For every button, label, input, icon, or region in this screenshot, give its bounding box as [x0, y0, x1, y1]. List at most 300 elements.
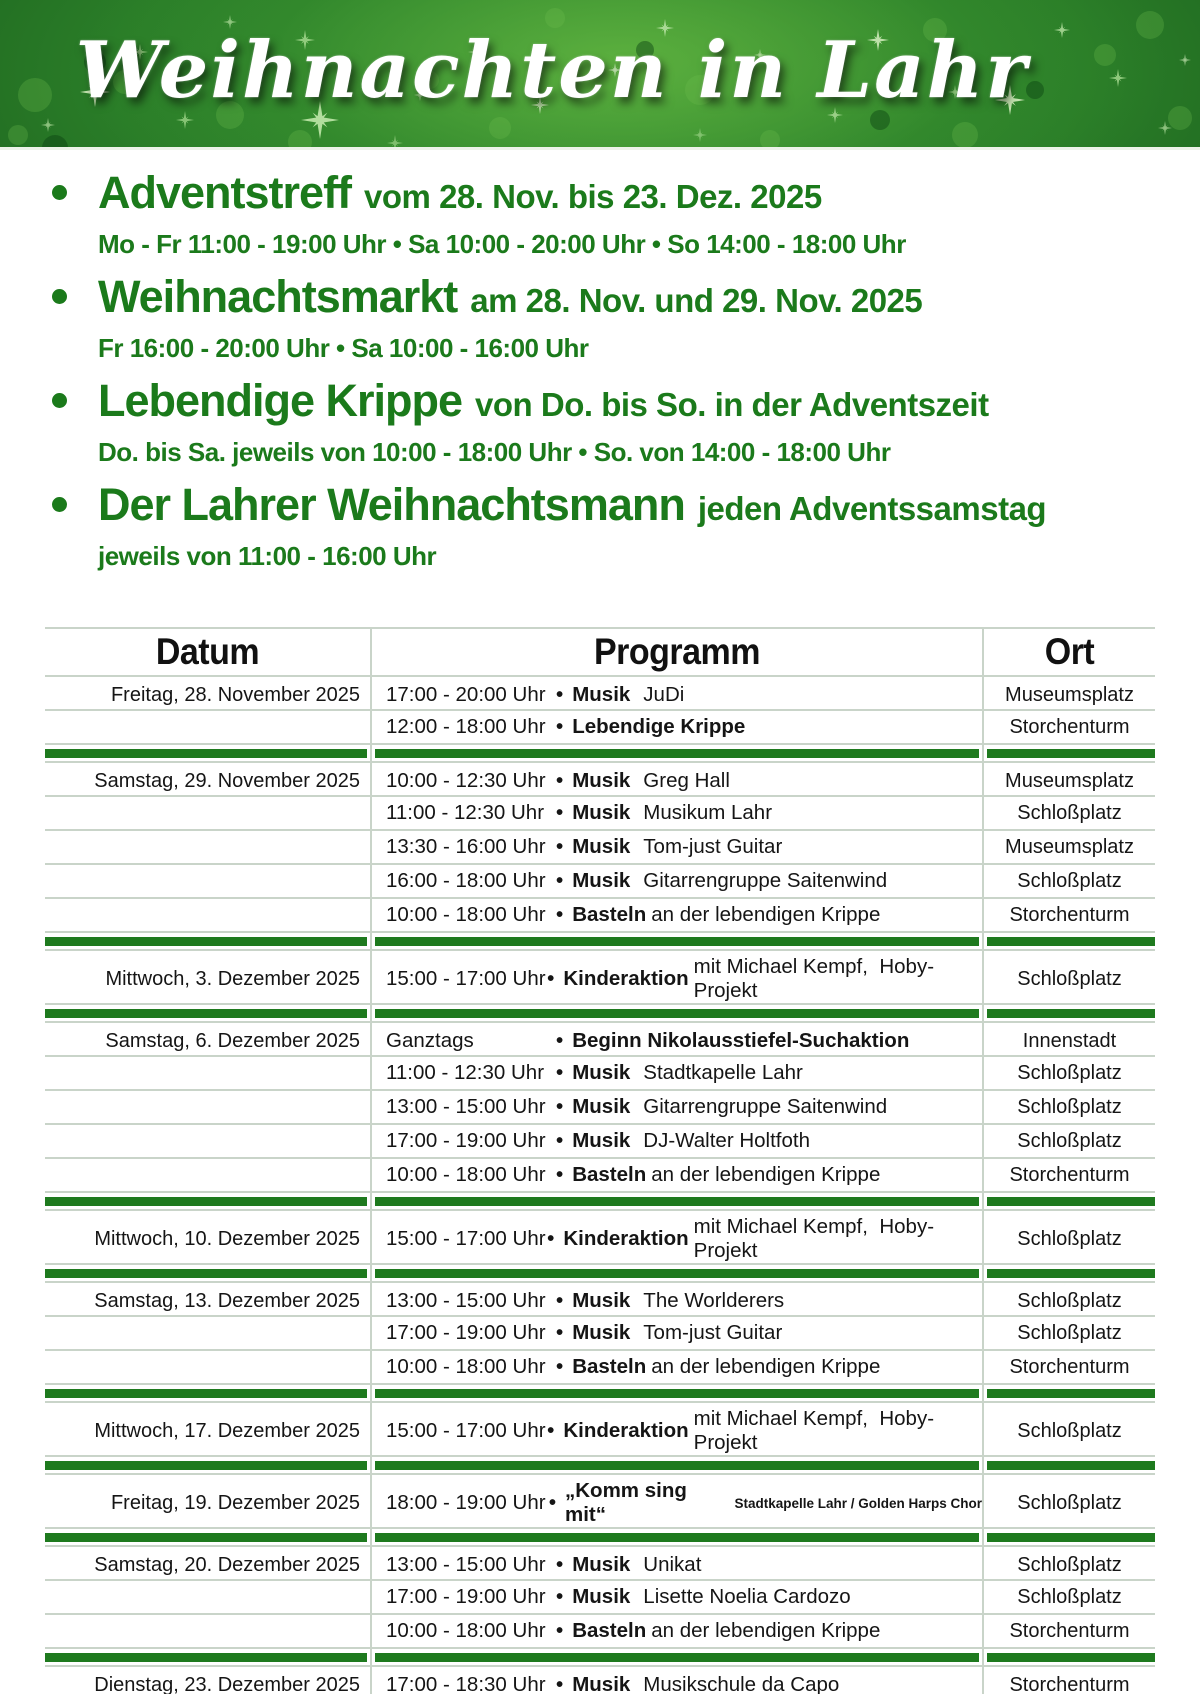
bullet-icon: •: [556, 1129, 564, 1152]
schedule-group: [45, 1403, 1155, 1457]
date-cell: [45, 1351, 370, 1383]
program-detail: JuDi: [643, 683, 685, 706]
location-cell: [982, 1581, 1155, 1613]
date-cell: [45, 951, 370, 1003]
program-label: Beginn Nikolausstiefel-Suchaktion: [572, 1029, 910, 1052]
bullet-icon: •: [556, 715, 564, 738]
program-label: Musik: [572, 835, 631, 858]
bullet-icon: •: [556, 1321, 564, 1344]
program-detail-small: Stadtkapelle Lahr / Golden Harps Chor: [734, 1495, 982, 1511]
table-row: [45, 1283, 1155, 1317]
group-divider-segment: [45, 1649, 370, 1667]
program-cell: [370, 1475, 982, 1527]
group-divider-segment: [982, 1005, 1155, 1023]
event-time: 16:00 - 18:00 Uhr: [386, 869, 546, 892]
program-label: Musik: [572, 1585, 631, 1608]
bullet-icon: •: [556, 1029, 564, 1052]
program-label: Musik: [572, 1095, 631, 1118]
location-cell: [982, 1667, 1155, 1694]
group-divider-segment: [370, 1649, 982, 1667]
program-cell: [370, 899, 982, 931]
date-cell: [45, 1125, 370, 1157]
date-cell: [45, 763, 370, 795]
program-detail: an der lebendigen Krippe: [651, 1163, 881, 1186]
event-time: 15:00 - 17:00 Uhr: [386, 1227, 546, 1250]
schedule-group: [45, 1667, 1155, 1694]
table-row: [45, 797, 1155, 831]
group-divider: [45, 1193, 1155, 1211]
date-cell: [45, 1667, 370, 1694]
event-item: [50, 168, 1160, 259]
schedule-body: [45, 677, 1155, 1694]
group-divider-segment: [370, 933, 982, 951]
program-detail: Musikschule da Capo: [643, 1673, 840, 1694]
program-label: Musik: [572, 869, 631, 892]
location-cell: [982, 899, 1155, 931]
location-label: Schloßplatz: [1017, 1419, 1122, 1442]
date-cell: [45, 1091, 370, 1123]
event-time: 17:00 - 20:00 Uhr: [386, 683, 546, 706]
table-row: [45, 677, 1155, 711]
location-label: Museumsplatz: [1005, 683, 1134, 706]
location-cell: [982, 1283, 1155, 1315]
group-divider-segment: [45, 933, 370, 951]
group-divider-segment: [982, 745, 1155, 763]
table-row: [45, 1667, 1155, 1694]
col-header-programm: Programm: [370, 629, 982, 675]
event-time: 12:00 - 18:00 Uhr: [386, 715, 546, 738]
program-detail: an der lebendigen Krippe: [651, 903, 881, 926]
program-label: „Komm sing mit“: [565, 1479, 687, 1526]
program-label: Basteln: [572, 1355, 647, 1378]
program-label: Musik: [572, 1673, 631, 1694]
program-cell: [370, 1283, 982, 1315]
location-cell: [982, 831, 1155, 863]
date-cell: [45, 1581, 370, 1613]
bullet-dot-icon: [52, 497, 67, 512]
date-label: Samstag, 6. Dezember 2025: [105, 1029, 360, 1052]
bullet-icon: •: [556, 769, 564, 792]
program-detail: Tom-just Guitar: [643, 1321, 783, 1344]
event-title: Weihnachtsmarkt: [98, 271, 458, 322]
bullet-icon: •: [556, 835, 564, 858]
location-cell: [982, 865, 1155, 897]
table-row: [45, 1581, 1155, 1615]
green-bar: [987, 1461, 1155, 1470]
program-cell: [370, 1125, 982, 1157]
table-row: [45, 763, 1155, 797]
program-label: Musik: [572, 769, 631, 792]
location-label: Storchenturm: [1009, 903, 1130, 926]
event-times: Mo - Fr 11:00 - 19:00 Uhr • Sa 10:00 - 20:00 Uhr • So 14:00 - 18:00 Uhr: [98, 229, 906, 259]
table-row: [45, 1211, 1155, 1265]
green-bar: [987, 1653, 1155, 1662]
program-cell: [370, 1091, 982, 1123]
bullet-icon: •: [556, 683, 564, 706]
event-subtitle: von Do. bis So. in der Adventszeit: [475, 386, 989, 423]
green-bar: [375, 1653, 979, 1662]
date-cell: [45, 677, 370, 709]
event-subtitle: jeden Adventssamstag: [697, 490, 1047, 527]
group-divider: [45, 1457, 1155, 1475]
green-bar: [987, 1009, 1155, 1018]
bullet-dot-icon: [52, 185, 67, 200]
group-divider-segment: [370, 1193, 982, 1211]
group-divider-segment: [982, 1457, 1155, 1475]
date-label: Mittwoch, 10. Dezember 2025: [94, 1227, 360, 1250]
location-cell: [982, 1125, 1155, 1157]
group-divider-segment: [370, 1385, 982, 1403]
program-detail: mit Michael Kempf, Hoby-Projekt: [693, 1407, 935, 1454]
banner: [0, 0, 1200, 150]
table-row: [45, 1091, 1155, 1125]
program-detail: mit Michael Kempf, Hoby-Projekt: [693, 1215, 935, 1262]
program-detail: Stadtkapelle Lahr: [643, 1061, 803, 1084]
program-detail: an der lebendigen Krippe: [651, 1619, 881, 1642]
date-label: Mittwoch, 3. Dezember 2025: [105, 967, 360, 990]
program-detail: an der lebendigen Krippe: [651, 1355, 881, 1378]
green-bar: [375, 1533, 979, 1542]
bullet-icon: •: [556, 1553, 564, 1576]
program-label: Musik: [572, 1553, 631, 1576]
location-cell: [982, 1211, 1155, 1263]
table-row: [45, 1615, 1155, 1649]
schedule-group: [45, 763, 1155, 933]
green-bar: [45, 1533, 367, 1542]
group-divider: [45, 933, 1155, 951]
date-cell: [45, 1615, 370, 1647]
green-bar: [987, 1269, 1155, 1278]
location-label: Storchenturm: [1009, 1673, 1130, 1694]
event-time: 11:00 - 12:30 Uhr: [386, 1061, 545, 1084]
group-divider-segment: [982, 933, 1155, 951]
group-divider-segment: [370, 745, 982, 763]
group-divider: [45, 1529, 1155, 1547]
location-label: Museumsplatz: [1005, 835, 1134, 858]
location-label: Schloßplatz: [1017, 801, 1122, 824]
group-divider: [45, 745, 1155, 763]
green-bar: [987, 749, 1155, 758]
program-detail: Musikum Lahr: [643, 801, 773, 824]
table-row: [45, 865, 1155, 899]
location-label: Schloßplatz: [1017, 869, 1122, 892]
green-bar: [375, 1461, 979, 1470]
location-cell: [982, 1317, 1155, 1349]
program-cell: [370, 1317, 982, 1349]
location-label: Storchenturm: [1009, 1355, 1130, 1378]
program-detail: Lisette Noelia Cardozo: [643, 1585, 851, 1608]
green-bar: [45, 1269, 367, 1278]
event-times: Do. bis Sa. jeweils von 10:00 - 18:00 Uhr • So. von 14:00 - 18:00 Uhr: [98, 437, 891, 467]
location-cell: [982, 1159, 1155, 1191]
event-time: Ganztags: [386, 1029, 474, 1052]
program-label: Basteln: [572, 1619, 647, 1642]
event-time: 10:00 - 12:30 Uhr: [386, 769, 546, 792]
group-divider: [45, 1649, 1155, 1667]
group-divider-segment: [45, 1005, 370, 1023]
location-cell: [982, 1475, 1155, 1527]
schedule-group: [45, 1475, 1155, 1529]
program-cell: [370, 797, 982, 829]
event-title: Adventstreff: [98, 167, 352, 218]
location-label: Museumsplatz: [1005, 769, 1134, 792]
location-cell: [982, 763, 1155, 795]
event-time: 10:00 - 18:00 Uhr: [386, 1163, 546, 1186]
event-time: 17:00 - 19:00 Uhr: [386, 1585, 546, 1608]
event-time: 11:00 - 12:30 Uhr: [386, 801, 545, 824]
program-label: Musik: [572, 1129, 631, 1152]
schedule-group: [45, 1023, 1155, 1193]
location-label: Schloßplatz: [1017, 1061, 1122, 1084]
event-subtitle: vom 28. Nov. bis 23. Dez. 2025: [364, 178, 822, 215]
program-cell: [370, 1159, 982, 1191]
program-cell: [370, 763, 982, 795]
group-divider-segment: [45, 1193, 370, 1211]
location-label: Storchenturm: [1009, 1619, 1130, 1642]
event-time: 17:00 - 19:00 Uhr: [386, 1321, 546, 1344]
program-label: Kinderaktion: [563, 1227, 689, 1250]
location-cell: [982, 677, 1155, 709]
group-divider-segment: [982, 1385, 1155, 1403]
schedule-table: [45, 627, 1155, 1694]
bullet-icon: •: [556, 1289, 564, 1312]
date-cell: [45, 711, 370, 743]
program-cell: [370, 1615, 982, 1647]
group-divider-segment: [45, 1529, 370, 1547]
program-cell: [370, 1667, 982, 1694]
table-row: [45, 1475, 1155, 1529]
col-header-ort: Ort: [982, 629, 1155, 675]
date-label: Freitag, 28. November 2025: [110, 683, 360, 706]
program-detail: mit Michael Kempf, Hoby-Projekt: [693, 955, 935, 1002]
event-time: 15:00 - 17:00 Uhr: [386, 1419, 546, 1442]
event-time: 13:30 - 16:00 Uhr: [386, 835, 546, 858]
event-item: [50, 376, 1160, 467]
event-time: 13:00 - 15:00 Uhr: [386, 1289, 546, 1312]
program-cell: [370, 1023, 982, 1055]
program-cell: [370, 1211, 982, 1263]
event-item: [50, 480, 1160, 571]
program-detail: Gitarrengruppe Saitenwind: [643, 1095, 888, 1118]
green-bar: [987, 1389, 1155, 1398]
green-bar: [987, 937, 1155, 946]
event-subtitle: am 28. Nov. und 29. Nov. 2025: [470, 282, 923, 319]
program-label: Basteln: [572, 1163, 647, 1186]
group-divider: [45, 1385, 1155, 1403]
program-cell: [370, 1057, 982, 1089]
date-cell: [45, 1475, 370, 1527]
location-cell: [982, 797, 1155, 829]
group-divider-segment: [45, 745, 370, 763]
location-label: Storchenturm: [1009, 1163, 1130, 1186]
group-divider-segment: [982, 1529, 1155, 1547]
location-label: Schloßplatz: [1017, 1553, 1122, 1576]
group-divider-segment: [45, 1385, 370, 1403]
group-divider-segment: [370, 1457, 982, 1475]
green-bar: [375, 1269, 979, 1278]
location-label: Schloßplatz: [1017, 1321, 1122, 1344]
green-bar: [45, 1461, 367, 1470]
date-cell: [45, 797, 370, 829]
group-divider-segment: [370, 1265, 982, 1283]
location-cell: [982, 1023, 1155, 1055]
location-label: Schloßplatz: [1017, 967, 1122, 990]
event-time: 10:00 - 18:00 Uhr: [386, 903, 546, 926]
table-row: [45, 1403, 1155, 1457]
location-cell: [982, 1057, 1155, 1089]
group-divider-segment: [45, 1457, 370, 1475]
group-divider-segment: [982, 1649, 1155, 1667]
bullet-icon: •: [556, 903, 564, 926]
table-row: [45, 1125, 1155, 1159]
bullet-icon: •: [556, 1585, 564, 1608]
program-detail: Gitarrengruppe Saitenwind: [643, 869, 888, 892]
date-label: Dienstag, 23. Dezember 2025: [94, 1673, 360, 1694]
program-detail: Unikat: [643, 1553, 702, 1576]
event-time: 10:00 - 18:00 Uhr: [386, 1619, 546, 1642]
bullet-icon: •: [556, 801, 564, 824]
group-divider-segment: [370, 1005, 982, 1023]
bullet-dot-icon: [52, 393, 67, 408]
table-row: [45, 1023, 1155, 1057]
table-row: [45, 711, 1155, 745]
location-cell: [982, 711, 1155, 743]
event-times: Fr 16:00 - 20:00 Uhr • Sa 10:00 - 16:00 Uhr: [98, 333, 589, 363]
location-label: Schloßplatz: [1017, 1129, 1122, 1152]
green-bar: [45, 937, 367, 946]
location-label: Schloßplatz: [1017, 1491, 1122, 1514]
date-cell: [45, 899, 370, 931]
date-label: Samstag, 29. November 2025: [94, 769, 360, 792]
schedule-group: [45, 1283, 1155, 1385]
date-label: Freitag, 19. Dezember 2025: [110, 1491, 360, 1514]
program-cell: [370, 951, 982, 1003]
table-row: [45, 1351, 1155, 1385]
group-divider-segment: [370, 1529, 982, 1547]
green-bar: [375, 1389, 979, 1398]
event-list: [0, 150, 1200, 571]
location-cell: [982, 1091, 1155, 1123]
bullet-icon: •: [556, 1163, 564, 1186]
location-cell: [982, 1351, 1155, 1383]
program-cell: [370, 865, 982, 897]
date-cell: [45, 831, 370, 863]
bullet-icon: •: [556, 869, 564, 892]
event-time: 10:00 - 18:00 Uhr: [386, 1355, 546, 1378]
event-time: 15:00 - 17:00 Uhr: [386, 967, 546, 990]
program-label: Musik: [572, 801, 631, 824]
event-time: 13:00 - 15:00 Uhr: [386, 1095, 546, 1118]
group-divider: [45, 1265, 1155, 1283]
table-row: [45, 1159, 1155, 1193]
location-label: Schloßplatz: [1017, 1585, 1122, 1608]
date-cell: [45, 1023, 370, 1055]
table-row: [45, 1057, 1155, 1091]
program-cell: [370, 1547, 982, 1579]
program-cell: [370, 1403, 982, 1455]
location-cell: [982, 1615, 1155, 1647]
group-divider: [45, 1005, 1155, 1023]
location-label: Schloßplatz: [1017, 1095, 1122, 1118]
bullet-icon: •: [548, 1491, 556, 1514]
green-bar: [45, 1389, 367, 1398]
program-detail: The Worlderers: [643, 1289, 785, 1312]
location-cell: [982, 1403, 1155, 1455]
bullet-icon: •: [556, 1673, 564, 1694]
table-row: [45, 1547, 1155, 1581]
date-cell: [45, 1057, 370, 1089]
program-label: Kinderaktion: [563, 1419, 689, 1442]
green-bar: [45, 1009, 367, 1018]
event-item: [50, 272, 1160, 363]
green-bar: [375, 937, 979, 946]
location-label: Innenstadt: [1022, 1029, 1117, 1052]
event-time: 13:00 - 15:00 Uhr: [386, 1553, 546, 1576]
date-cell: [45, 1317, 370, 1349]
page-title: Weihnachten in Lahr: [75, 24, 1029, 116]
bullet-icon: •: [556, 1619, 564, 1642]
bullet-dot-icon: [52, 289, 67, 304]
green-bar: [375, 1197, 979, 1206]
program-cell: [370, 711, 982, 743]
program-label: Musik: [572, 683, 631, 706]
program-detail: Greg Hall: [643, 769, 730, 792]
group-divider-segment: [45, 1265, 370, 1283]
program-detail: DJ-Walter Holtfoth: [643, 1129, 810, 1152]
date-cell: [45, 1283, 370, 1315]
table-header: [45, 627, 1155, 677]
schedule-group: [45, 677, 1155, 745]
program-cell: [370, 677, 982, 709]
event-times: jeweils von 11:00 - 16:00 Uhr: [98, 541, 437, 571]
bullet-icon: •: [556, 1061, 564, 1084]
bullet-icon: •: [556, 1095, 564, 1118]
green-bar: [45, 1653, 367, 1662]
date-cell: [45, 1211, 370, 1263]
bullet-icon: •: [556, 1355, 564, 1378]
location-cell: [982, 951, 1155, 1003]
bullet-icon: •: [547, 1227, 555, 1250]
date-cell: [45, 1159, 370, 1191]
green-bar: [45, 1197, 367, 1206]
table-row: [45, 899, 1155, 933]
group-divider-segment: [982, 1265, 1155, 1283]
group-divider-segment: [982, 1193, 1155, 1211]
program-detail: Tom-just Guitar: [643, 835, 783, 858]
table-row: [45, 951, 1155, 1005]
date-label: Mittwoch, 17. Dezember 2025: [94, 1419, 360, 1442]
program-label: Musik: [572, 1289, 631, 1312]
date-label: Samstag, 13. Dezember 2025: [94, 1289, 360, 1312]
schedule-group: [45, 1547, 1155, 1649]
schedule-group: [45, 951, 1155, 1005]
green-bar: [45, 749, 367, 758]
date-label: Samstag, 20. Dezember 2025: [94, 1553, 360, 1576]
table-row: [45, 831, 1155, 865]
program-label: Musik: [572, 1061, 631, 1084]
table-row: [45, 1317, 1155, 1351]
location-label: Schloßplatz: [1017, 1289, 1122, 1312]
green-bar: [987, 1533, 1155, 1542]
location-label: Storchenturm: [1009, 715, 1130, 738]
program-cell: [370, 1581, 982, 1613]
event-time: 17:00 - 19:00 Uhr: [386, 1129, 546, 1152]
program-label: Musik: [572, 1321, 631, 1344]
date-cell: [45, 865, 370, 897]
green-bar: [987, 1197, 1155, 1206]
program-cell: [370, 831, 982, 863]
schedule-group: [45, 1211, 1155, 1265]
